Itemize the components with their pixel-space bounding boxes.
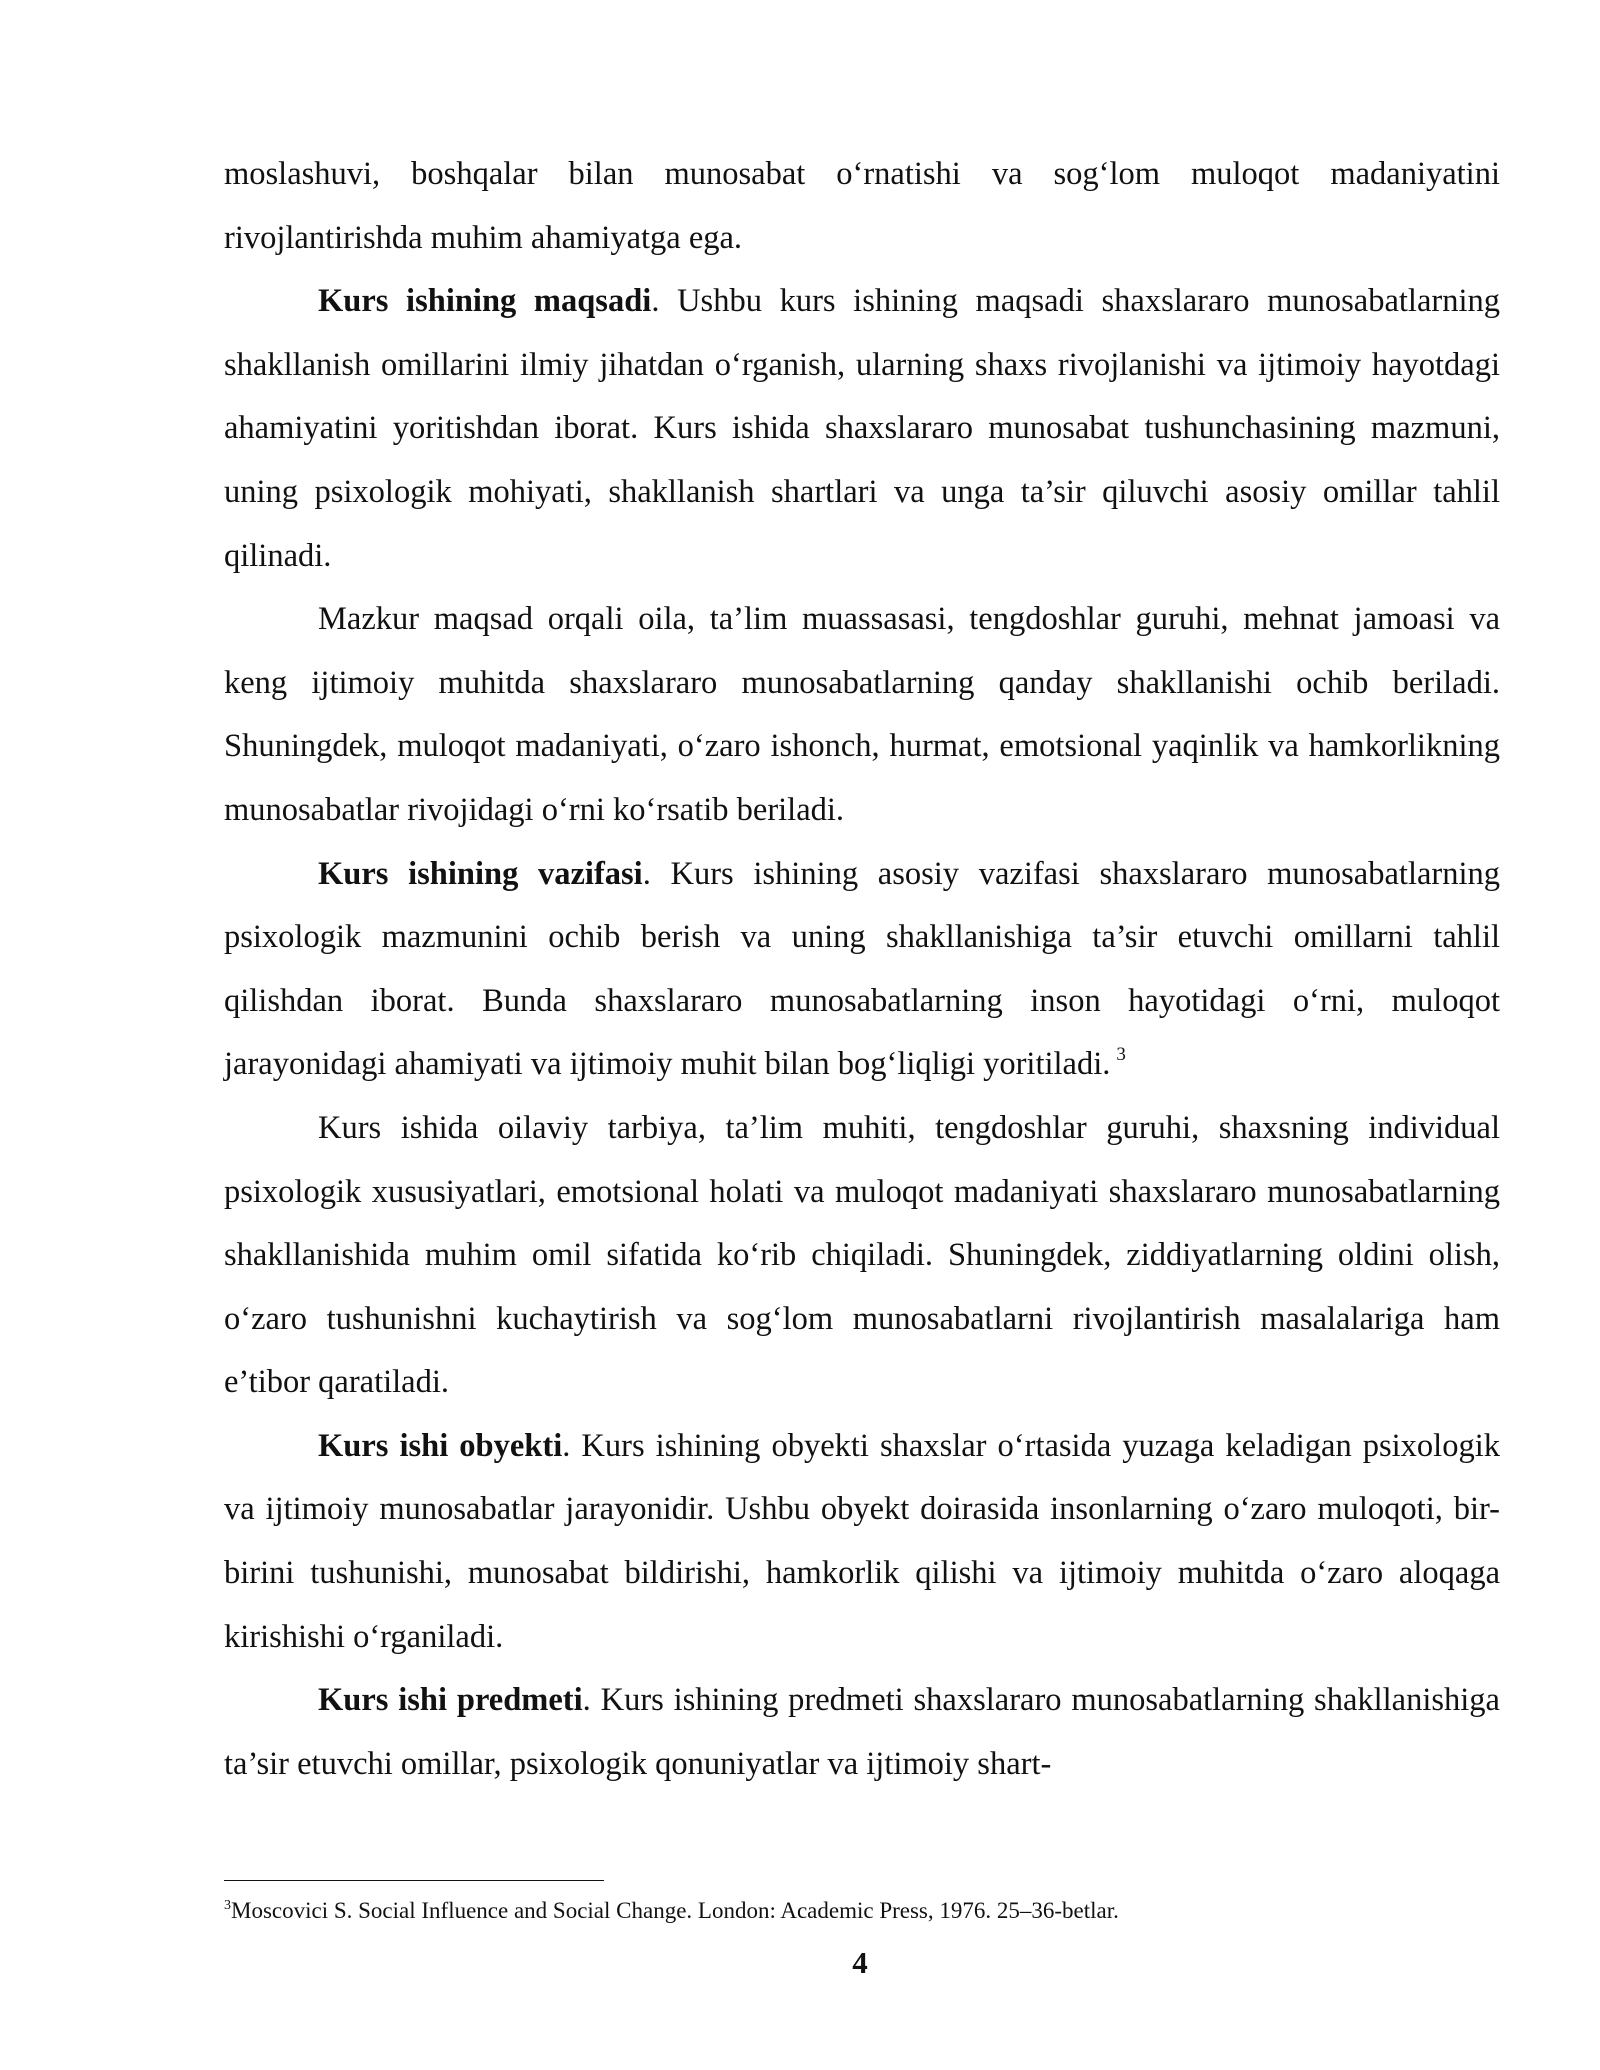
body-text [224,143,1500,1796]
section-heading-subject: Kurs ishi predmeti [318,1682,583,1719]
paragraph-text: Kurs ishida oilaviy tarbiya, ta’lim muhiti, tengdoshlar guruhi, shaxsning individual psixologik xususiyatlari, emotsional holati va muloqot madaniyati shaxslararo munosabatlarning shakllanishida muhim omil sifatida ko‘rib chiqiladi. Shuningdek, ziddiyatlarning oldini olish, o‘zaro tushunishni kuchaytirish va sog‘lom munosabatlarni rivojlantirish masalalariga ham e’tibor qaratiladi. [224,1109,1500,1401]
paragraph-text: Kurs ishining asosiy vazifasi shaxslararo munosabatlarning psixologik mazmunini ochib berish va uning shakllanishiga ta’sir etuvchi omillarni tahlil qilishdan iborat. Bunda shaxslararo munosabatlarning inson hayotidagi o‘rni, muloqot jarayonidagi ahamiyati va ijtimoiy muhit bilan bog‘liqligi yoritiladi. [224,855,1500,1083]
footnote [224,1895,1500,1927]
footnote-separator [224,1880,604,1881]
page-number: 4 [852,1945,868,1980]
paragraph-1 [224,143,1500,270]
paragraph-task [224,843,1500,1097]
paragraph-3 [224,588,1500,842]
heading-punctuation: . [642,855,651,892]
paragraph-5 [224,1097,1500,1415]
paragraph-text: moslashuvi, boshqalar bilan munosabat o‘rnatishi va sog‘lom muloqot madaniyatini rivojlantirishda muhim ahamiyatga ega. [224,156,1500,256]
heading-punctuation: . [562,1427,571,1464]
section-heading-object: Kurs ishi obyekti [318,1427,563,1464]
section-heading-goal: Kurs ishining maqsadi [318,283,652,320]
footnote-reference[interactable]: 3 [1116,1044,1126,1066]
heading-punctuation: . [582,1682,591,1719]
paragraph-subject [224,1669,1500,1796]
paragraph-text: Mazkur maqsad orqali oila, ta’lim muassasasi, tengdoshlar guruhi, mehnat jamoasi va keng ijtimoiy muhitda shaxslararo munosabatlarning qanday shakllanishi ochib beriladi. Shuningdek, muloqot madaniyati, o‘zaro ishonch, hurmat, emotsional yaqinlik va hamkorlikning munosabatlar rivojidagi o‘rni ko‘rsatib beriladi. [224,601,1500,828]
paragraph-text: Kurs ishining obyekti shaxslar o‘rtasida yuzaga keladigan psixologik va ijtimoiy munosabatlar jarayonidir. Ushbu obyekt doirasida insonlarning o‘zaro muloqoti, bir-birini tushunishi, munosabat bildirishi, hamkorlik qilishi va ijtimoiy muhitda o‘zaro aloqaga kirishishi o‘rganiladi. [224,1427,1500,1655]
footnote-text: Moscovici S. Social Influence and Social Change. London: Academic Press, 1976. 25–36-betlar. [231,1898,1119,1923]
heading-punctuation: . [651,283,660,320]
section-heading-task: Kurs ishining vazifasi [318,855,643,892]
paragraph-goal [224,270,1500,588]
paragraph-object [224,1415,1500,1669]
paragraph-text: Kurs ishining predmeti shaxslararo munosabatlarning shakllanishiga ta’sir etuvchi omillar, psixologik qonuniyatlar va ijtimoiy shart- [224,1682,1500,1782]
footnote-marker: 3 [224,1898,231,1913]
paragraph-text: Ushbu kurs ishining maqsadi shaxslararo munosabatlarning shakllanish omillarini ilmiy jihatdan o‘rganish, ularning shaxs rivojlanishi va ijtimoiy hayotdagi ahamiyatini yoritishdan iborat. Kurs ishida shaxslararo munosabat tushunchasining mazmuni, uning psixologik mohiyati, shakllanish shartlari va unga ta’sir qiluvchi asosiy omillar tahlil qilinadi. [224,283,1500,574]
